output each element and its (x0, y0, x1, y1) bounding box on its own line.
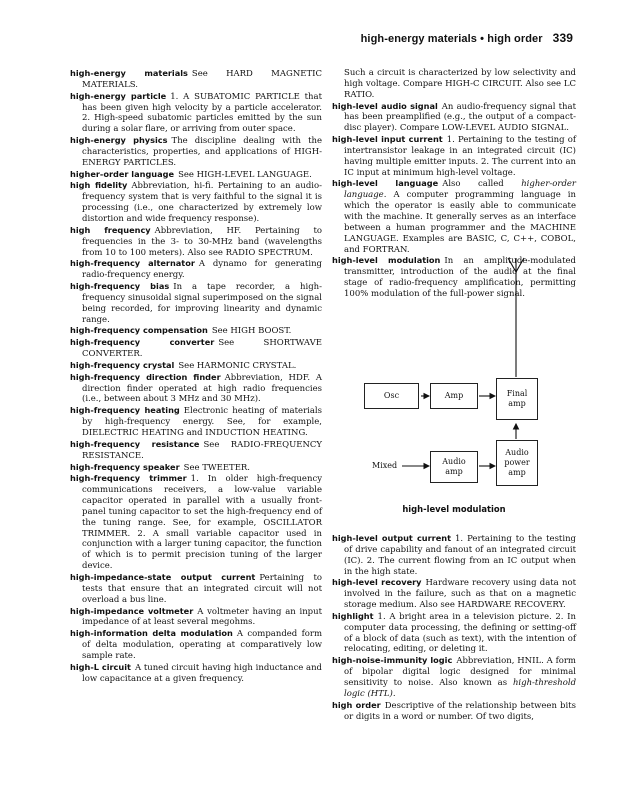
entry-term: high frequency (70, 224, 151, 235)
entry (332, 178, 576, 255)
osc-block: Osc (364, 383, 419, 409)
entry-definition: Abbreviation, HF. Pertaining to frequencies in the 3- to 30-MHz band (wavelengths from 10 to 100 meters). Also see RADIO SPECTRUM. (82, 225, 322, 258)
entry-term: high-frequency alternator (70, 258, 195, 269)
page-number: 339 (552, 31, 573, 45)
entry-term: high-level audio signal (332, 100, 438, 111)
entry-term: higher-order language (70, 168, 175, 179)
entry-term: high-energy particle (70, 90, 167, 101)
entry-definition: A dynamo for generating radio-frequency energy. (82, 259, 322, 281)
entry-term: high-frequency bias (70, 281, 170, 292)
entry-term: high-level input current (332, 134, 443, 145)
entry-term: high-level recovery (332, 577, 422, 588)
entry (70, 473, 322, 572)
entry-definition: In a tape recorder, a high-frequency sinusoidal signal superimposed on the signal being recorded, for improving linearity and dynamic range. (82, 282, 323, 325)
entry-definition: Descriptive of the relationship between bits or digits in a word or number. Of two digits, (344, 700, 576, 722)
entry-definition: A companded form of delta modulation, operating at comparatively low sample rate. (82, 629, 323, 661)
block-diagram-figure (332, 252, 576, 522)
entry (70, 462, 322, 474)
entry-term: high-frequency resistance (70, 438, 200, 449)
entry-continuation: Such a circuit is characterized by low selectivity and high voltage. Compare HIGH-C CIRCUIT. Also see LC RATIO. (344, 68, 576, 100)
entry (70, 572, 322, 606)
right-column-bottom (332, 533, 576, 722)
entry (70, 439, 322, 462)
entry-term: high-impedance-state output current (70, 571, 256, 582)
entry (70, 225, 322, 259)
entry-term: high-frequency compensation (70, 325, 208, 336)
entry-alias: higher-order language (344, 179, 576, 201)
entry-term: highlight (332, 610, 374, 621)
header-title: high-energy materials • high order (360, 33, 543, 45)
entry (70, 606, 322, 629)
entry-definition: In an amplitude-modulated transmitter, introduction of the audio at the final stage of radio-frequency amplification, permitting 100% modulation of the full-power signal. (344, 256, 576, 299)
entry-definition: See HARMONIC CRYSTAL. (178, 360, 297, 371)
entry-term: high-level output current (332, 533, 452, 543)
entry-term: high-frequency converter (70, 337, 215, 348)
entry-definition: Abbreviation, hi-fi. Pertaining to an audio-frequency system that is very faithful to the signal it is processing (i.e., one characterized by extremely low distortion and wide frequency response). (82, 181, 322, 224)
figure-caption: high-level modulation (402, 504, 506, 514)
entry-definition: Abbreviation, HDF. A direction finder operated at high radio frequencies (i.e., between about 3 MHz and 30 MHz). (82, 372, 322, 405)
entry-definition: An audio-frequency signal that has been preamplified (e.g., the output of a compact-disc player). Compare LOW-LEVEL AUDIO SIGNAL. (344, 101, 576, 134)
entry-definition: A tuned circuit having high inductance and low capacitance at a given frequency. (82, 662, 322, 684)
entry-definition: See HIGH BOOST. (211, 326, 292, 337)
entry-term: high-noise-immunity logic (332, 655, 453, 666)
entry (332, 655, 576, 699)
entry-definition: Abbreviation, HNIL. A form of bipolar digital logic designed for minimal sensitivity to noise. Also known as (344, 656, 576, 688)
left-column (70, 68, 322, 684)
entry-term: high-frequency speaker (70, 461, 180, 472)
entry (70, 628, 322, 662)
entry-term: high-impedance voltmeter (70, 605, 194, 616)
entry (332, 700, 576, 723)
entry-term: high-L circuit (70, 661, 131, 672)
entry (70, 91, 322, 135)
entry-definition: 1. A bright area in a television picture. 2. In computer data processing, the defining or setting-off of a block of data (such as text), with the intention of relocating, editing, or deleting it. (344, 611, 576, 655)
entry-definition: . (392, 688, 396, 699)
entry-term: high fidelity (70, 180, 128, 191)
entry-term: high-information delta modulation (70, 628, 233, 639)
entry (70, 372, 322, 406)
entry-definition: 1. Pertaining to the testing of drive capability and fanout of an integrated circuit (IC). 2. The current flowing from an IC output when in the high state. (344, 534, 576, 577)
entry (70, 337, 322, 360)
mixed-input-label: Mixed (372, 461, 398, 470)
entry (332, 611, 576, 655)
entry (332, 134, 576, 178)
entry-definition: Also called (442, 179, 504, 190)
entry (70, 258, 322, 281)
entry-definition: . A computer programming language in which the operator is easily able to communicate with the machine. It generally serves as an interface between a human programmer and the MACHINE LANGUAGE. Examples are BASIC, C, C++, COBOL, and FORTRAN. (344, 190, 576, 255)
entry (70, 325, 322, 337)
entry-term: high-energy physics (70, 135, 168, 146)
entry (332, 577, 576, 611)
entry (332, 533, 576, 577)
entry-definition: Pertaining to tests that ensure that an integrated circuit will not overload a bus line. (82, 572, 322, 605)
entry-alias: high-threshold logic (HTL) (344, 677, 577, 699)
entry-definition: 1. In older high-frequency communications receivers, a low-value variable capacitor operated in parallel with a usually front-panel tuning capacitor to set the high-frequency end of the tuning range. See, for example, OSCILLATOR TRIMMER. 2. A small variable capacitor used in conjunction with a larger tuning capacitor, the function of which is to permit precision tuning of the larger device. (82, 474, 323, 572)
entry-definition: 1. A SUBATOMIC PARTICLE that has been given high velocity by a particle accelerator. 2. High-speed subatomic particles emitted by the sun during a solar flare, or arriving from outer space. (82, 91, 322, 135)
entry-definition: See HIGH-LEVEL LANGUAGE. (178, 169, 312, 180)
entry-definition: A voltmeter having an input impedance of at least several megohms. (82, 606, 322, 628)
antenna-icon (508, 258, 524, 377)
entry-term: high order (332, 699, 381, 710)
entry (70, 662, 322, 685)
entry-definition: 1. Pertaining to the testing of intertransistor leakage in an integrated circuit (IC) having multiple emitter inputs. 2. The current into an IC input at minimum high-level voltage. (344, 135, 576, 178)
entry (70, 405, 322, 439)
final-amp-block: Final amp (496, 378, 538, 420)
audio-amp-block: Audio amp (430, 451, 478, 483)
entry-definition: See SHORTWAVE CONVERTER. (82, 338, 322, 360)
entry (70, 360, 322, 372)
entry (70, 68, 322, 91)
entry-definition: Electronic heating of materials by high-frequency energy. See, for example, DIELECTRIC HEATING and INDUCTION HEATING. (82, 406, 322, 438)
entry-definition: The discipline dealing with the characteristics, properties, and applications of HIGH-ENERGY PARTICLES. (82, 136, 322, 168)
entry-term: high-frequency crystal (70, 359, 175, 370)
running-header (361, 31, 573, 45)
entry (70, 180, 322, 224)
entry-term: high-level modulation (332, 255, 441, 266)
entry-term: high-level language (332, 178, 439, 189)
entry-definition: See RADIO-FREQUENCY RESISTANCE. (82, 439, 322, 461)
entry (70, 281, 322, 325)
entry-term: high-frequency trimmer (70, 473, 187, 484)
audio-power-amp-block: Audio power amp (496, 440, 538, 486)
entry (70, 135, 322, 169)
entry-term: high-frequency direction finder (70, 371, 221, 382)
amp-block: Amp (430, 383, 478, 409)
entry-definition: Hardware recovery using data not involved in the failure, such as that on a magnetic storage medium. Also see HARDWARE RECOVERY. (344, 578, 576, 611)
entry-term: high-frequency heating (70, 405, 180, 416)
entry-definition: See TWEETER. (183, 462, 251, 473)
entry (70, 169, 322, 181)
entry-term: high-energy materials (70, 68, 188, 78)
entry-definition: See HARD MAGNETIC MATERIALS. (82, 69, 322, 90)
entry (332, 101, 576, 135)
